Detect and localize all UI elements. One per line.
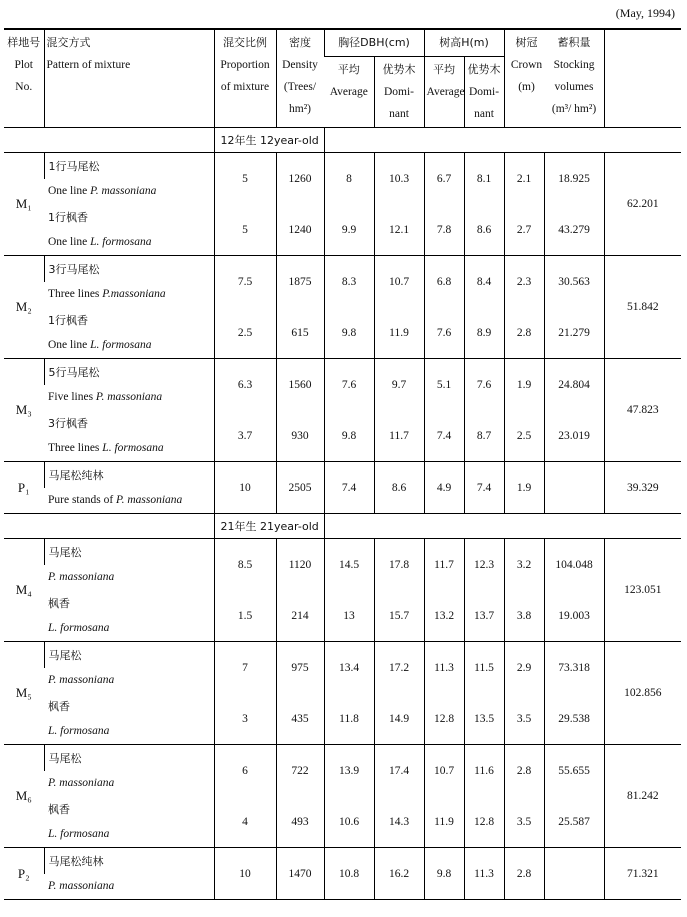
dbh-average: 13 [324,590,374,642]
height-average: 11.7 [424,539,464,591]
pattern-zh: 枫香 [48,699,70,713]
height-average: 6.8 [424,256,464,308]
dbh-average: 13.4 [324,642,374,694]
table-row [4,153,681,179]
height-dominant: 12.8 [464,796,504,848]
table-row [4,642,681,668]
header-blank [604,29,681,128]
age-blank-a [4,128,214,153]
height-average: 7.8 [424,204,464,256]
pattern-zh: 马尾松 [44,745,214,771]
mixture-table [4,28,681,900]
dbh-average: 8.3 [324,256,374,308]
dbh-average: 9.8 [324,410,374,462]
plot-id: M₁ [4,153,44,256]
pattern-zh: 马尾松纯林 [44,848,214,874]
crown: 3.2 [504,539,544,591]
header-h-dom: 优势木 Domi- nant [464,57,504,128]
crown: 2.9 [504,642,544,694]
dbh-average: 13.9 [324,745,374,797]
dbh-average: 7.4 [324,462,374,514]
density: 1120 [276,539,324,591]
stocking-total: 123.051 [604,539,681,642]
stocking-total: 51.842 [604,256,681,359]
stocking-volume [544,848,604,900]
dbh-average: 8 [324,153,374,205]
plot-id: M₃ [4,359,44,462]
dbh-dominant: 10.3 [374,153,424,205]
density: 214 [276,590,324,642]
table-body [4,128,681,900]
table-row [4,539,681,565]
pattern-zh: 3行马尾松 [44,256,214,282]
table-row [4,359,681,385]
proportion: 10 [214,848,276,900]
header-dbh-dom: 优势木 Domi- nant [374,57,424,128]
stocking-total: 102.856 [604,642,681,745]
crown: 2.3 [504,256,544,308]
dbh-average: 7.6 [324,359,374,411]
pattern-en: P. massoniana [48,674,115,687]
header-density: 密度 Density (Trees/ hm²) [276,29,324,128]
height-average: 9.8 [424,848,464,900]
crown: 2.5 [504,410,544,462]
age-blank-a [4,514,214,539]
stocking-total: 39.329 [604,462,681,514]
table-row [4,204,681,230]
height-dominant: 11.6 [464,745,504,797]
density: 1875 [276,256,324,308]
pattern-zh: 枫香 [48,596,70,610]
dbh-dominant: 17.8 [374,539,424,591]
density: 615 [276,307,324,359]
pattern-zh: 1行马尾松 [44,153,214,179]
pattern-zh: 枫香 [48,802,70,816]
dbh-dominant: 14.9 [374,693,424,745]
stocking-total: 47.823 [604,359,681,462]
crown: 2.8 [504,307,544,359]
stocking-volume: 30.563 [544,256,604,308]
stocking-volume: 24.804 [544,359,604,411]
header-crown-stocking: 树冠 Crown (m) 蓄积量 Stocking volumes (m³/ hm²) [504,29,604,128]
crown: 2.8 [504,745,544,797]
pattern-en: L. formosana [48,725,110,738]
pattern-zh: 马尾松 [44,642,214,668]
crown: 2.8 [504,848,544,900]
age-blank-b [324,128,681,153]
stocking-volume: 19.003 [544,590,604,642]
height-average: 10.7 [424,745,464,797]
age-label: 12年生 12year-old [214,128,324,153]
stocking-total: 71.321 [604,848,681,900]
proportion: 6.3 [214,359,276,411]
age-row-12 [4,128,681,153]
stocking-total: 81.242 [604,745,681,848]
pattern-en: Pure stands of P. massoniana [48,494,183,507]
table-row [4,590,681,616]
dbh-average: 10.6 [324,796,374,848]
plot-id: M₄ [4,539,44,642]
dbh-dominant: 10.7 [374,256,424,308]
density: 930 [276,410,324,462]
dbh-dominant: 17.2 [374,642,424,694]
pattern-zh: 5行马尾松 [44,359,214,385]
table-row [4,848,681,874]
dbh-average: 10.8 [324,848,374,900]
pattern-en: Three lines L. formosana [48,442,164,455]
height-average: 11.9 [424,796,464,848]
dbh-dominant: 17.4 [374,745,424,797]
dbh-dominant: 11.9 [374,307,424,359]
height-dominant: 7.4 [464,462,504,514]
stocking-volume: 23.019 [544,410,604,462]
proportion: 2.5 [214,307,276,359]
height-dominant: 8.4 [464,256,504,308]
proportion: 7 [214,642,276,694]
stocking-volume: 104.048 [544,539,604,591]
table-row [4,462,681,488]
height-average: 7.6 [424,307,464,359]
age-row-21 [4,514,681,539]
stocking-volume: 73.318 [544,642,604,694]
proportion: 4 [214,796,276,848]
dbh-average: 9.9 [324,204,374,256]
stocking-volume: 21.279 [544,307,604,359]
density: 1260 [276,153,324,205]
density: 722 [276,745,324,797]
height-average: 6.7 [424,153,464,205]
stocking-volume: 55.655 [544,745,604,797]
height-average: 7.4 [424,410,464,462]
height-dominant: 11.3 [464,848,504,900]
height-average: 5.1 [424,359,464,411]
density: 493 [276,796,324,848]
dbh-dominant: 8.6 [374,462,424,514]
density: 1560 [276,359,324,411]
header-pattern: 混交方式 Pattern of mixture [44,29,214,128]
height-dominant: 11.5 [464,642,504,694]
crown: 1.9 [504,359,544,411]
height-dominant: 13.7 [464,590,504,642]
height-dominant: 8.9 [464,307,504,359]
density: 435 [276,693,324,745]
pattern-en: One line L. formosana [48,236,152,249]
plot-id: M₆ [4,745,44,848]
proportion: 5 [214,204,276,256]
crown: 3.8 [504,590,544,642]
plot-id: M₂ [4,256,44,359]
pattern-en: One line P. massoniana [48,185,157,198]
table-header [4,29,681,128]
header-plot: 样地号 Plot No. [4,29,44,128]
dbh-dominant: 14.3 [374,796,424,848]
header-dbh-avg: 平均 Average [324,57,374,128]
dbh-dominant: 15.7 [374,590,424,642]
dbh-average: 9.8 [324,307,374,359]
pattern-zh: 1行枫香 [48,313,88,327]
stocking-volume [544,462,604,514]
height-dominant: 8.6 [464,204,504,256]
height-dominant: 8.7 [464,410,504,462]
dbh-dominant: 9.7 [374,359,424,411]
height-average: 12.8 [424,693,464,745]
table-row [4,410,681,436]
age-blank-b [324,514,681,539]
density: 1470 [276,848,324,900]
pattern-en: P. massoniana [48,571,115,584]
stocking-volume: 43.279 [544,204,604,256]
plot-id: M₅ [4,642,44,745]
age-label: 21年生 21year-old [214,514,324,539]
dbh-average: 11.8 [324,693,374,745]
crown: 3.5 [504,796,544,848]
crown: 2.7 [504,204,544,256]
pattern-en: Three lines P.massoniana [48,288,166,301]
height-average: 11.3 [424,642,464,694]
dbh-dominant: 16.2 [374,848,424,900]
table-row [4,693,681,719]
density: 2505 [276,462,324,514]
pattern-zh: 1行枫香 [48,210,88,224]
pattern-zh: 马尾松 [44,539,214,565]
height-dominant: 13.5 [464,693,504,745]
proportion: 5 [214,153,276,205]
stocking-volume: 29.538 [544,693,604,745]
pattern-en: Five lines P. massoniana [48,391,163,404]
pattern-en: P. massoniana [48,880,115,893]
pattern-zh: 3行枫香 [48,416,88,430]
plot-id: P₁ [4,462,44,514]
height-dominant: 12.3 [464,539,504,591]
proportion: 8.5 [214,539,276,591]
pattern-en: L. formosana [48,622,110,635]
dbh-dominant: 11.7 [374,410,424,462]
pattern-en: P. massoniana [48,777,115,790]
pattern-en: L. formosana [48,828,110,841]
height-dominant: 8.1 [464,153,504,205]
date-note: (May, 1994) [615,6,675,20]
proportion: 7.5 [214,256,276,308]
header-dbh: 胸径DBH(cm) [324,29,424,57]
table-row [4,256,681,282]
header-height: 树高H(m) [424,29,504,57]
crown: 3.5 [504,693,544,745]
crown: 2.1 [504,153,544,205]
dbh-average: 14.5 [324,539,374,591]
plot-id: P₂ [4,848,44,900]
dbh-dominant: 12.1 [374,204,424,256]
proportion: 10 [214,462,276,514]
proportion: 3.7 [214,410,276,462]
table-row [4,307,681,333]
table-row [4,745,681,771]
height-average: 4.9 [424,462,464,514]
stocking-total: 62.201 [604,153,681,256]
header-h-avg: 平均 Average [424,57,464,128]
table-row [4,796,681,822]
proportion: 3 [214,693,276,745]
density: 975 [276,642,324,694]
stocking-volume: 25.587 [544,796,604,848]
pattern-zh: 马尾松纯林 [44,462,214,488]
height-dominant: 7.6 [464,359,504,411]
pattern-en: One line L. formosana [48,339,152,352]
proportion: 1.5 [214,590,276,642]
header-proportion: 混交比例 Proportion of mixture [214,29,276,128]
height-average: 13.2 [424,590,464,642]
stocking-volume: 18.925 [544,153,604,205]
proportion: 6 [214,745,276,797]
density: 1240 [276,204,324,256]
crown: 1.9 [504,462,544,514]
